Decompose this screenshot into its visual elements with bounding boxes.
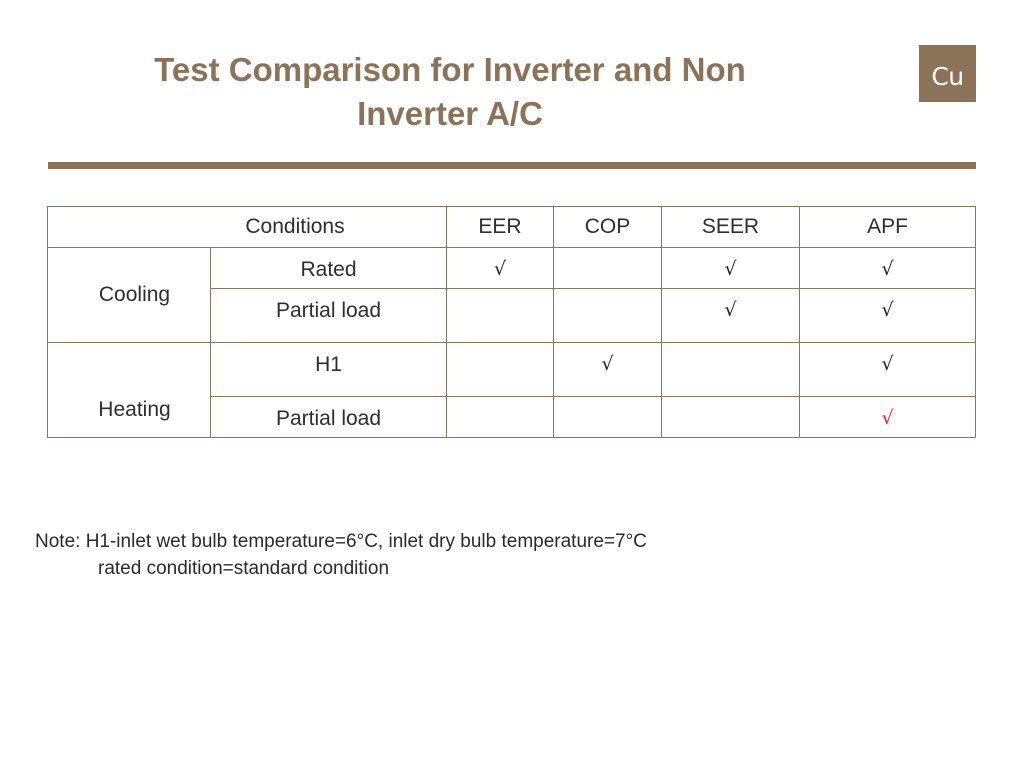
header-apf: APF [800,207,976,248]
footnote [35,528,647,582]
check-cell: √ [662,289,800,343]
comparison-table [47,206,976,438]
slide-title-line1: Test Comparison for Inverter and Non [154,51,746,88]
check-cell: √ [800,289,976,343]
check-cell: √ [554,343,662,397]
check-cell [554,248,662,289]
check-cell [447,397,554,438]
header-row [48,207,976,248]
slide-title-line2: Inverter A/C [357,95,543,132]
check-cell-highlighted: √ [800,397,976,438]
header-cop: COP [554,207,662,248]
header-seer: SEER [662,207,800,248]
table-row [48,343,976,397]
header-eer: EER [447,207,554,248]
group-label-cooling: Cooling [48,248,211,343]
header-conditions: Conditions [48,207,447,248]
footnote-line1: Note: H1-inlet wet bulb temperature=6°C, inlet dry bulb temperature=7°C [35,531,647,552]
footnote-line2: rated condition=standard condition [98,558,390,579]
check-cell: √ [800,343,976,397]
row-label: H1 [211,343,447,397]
title-divider [48,162,976,169]
group-label-heating: Heating [48,343,211,438]
row-label: Partial load [211,289,447,343]
check-cell: √ [662,248,800,289]
check-cell [662,343,800,397]
row-label: Partial load [211,397,447,438]
check-cell: √ [800,248,976,289]
table-row [48,248,976,289]
check-cell [447,343,554,397]
cu-logo: Cu [919,45,976,102]
check-cell: √ [447,248,554,289]
check-cell [554,397,662,438]
check-cell [554,289,662,343]
check-cell [662,397,800,438]
slide-title [100,48,800,136]
check-cell [447,289,554,343]
row-label: Rated [211,248,447,289]
